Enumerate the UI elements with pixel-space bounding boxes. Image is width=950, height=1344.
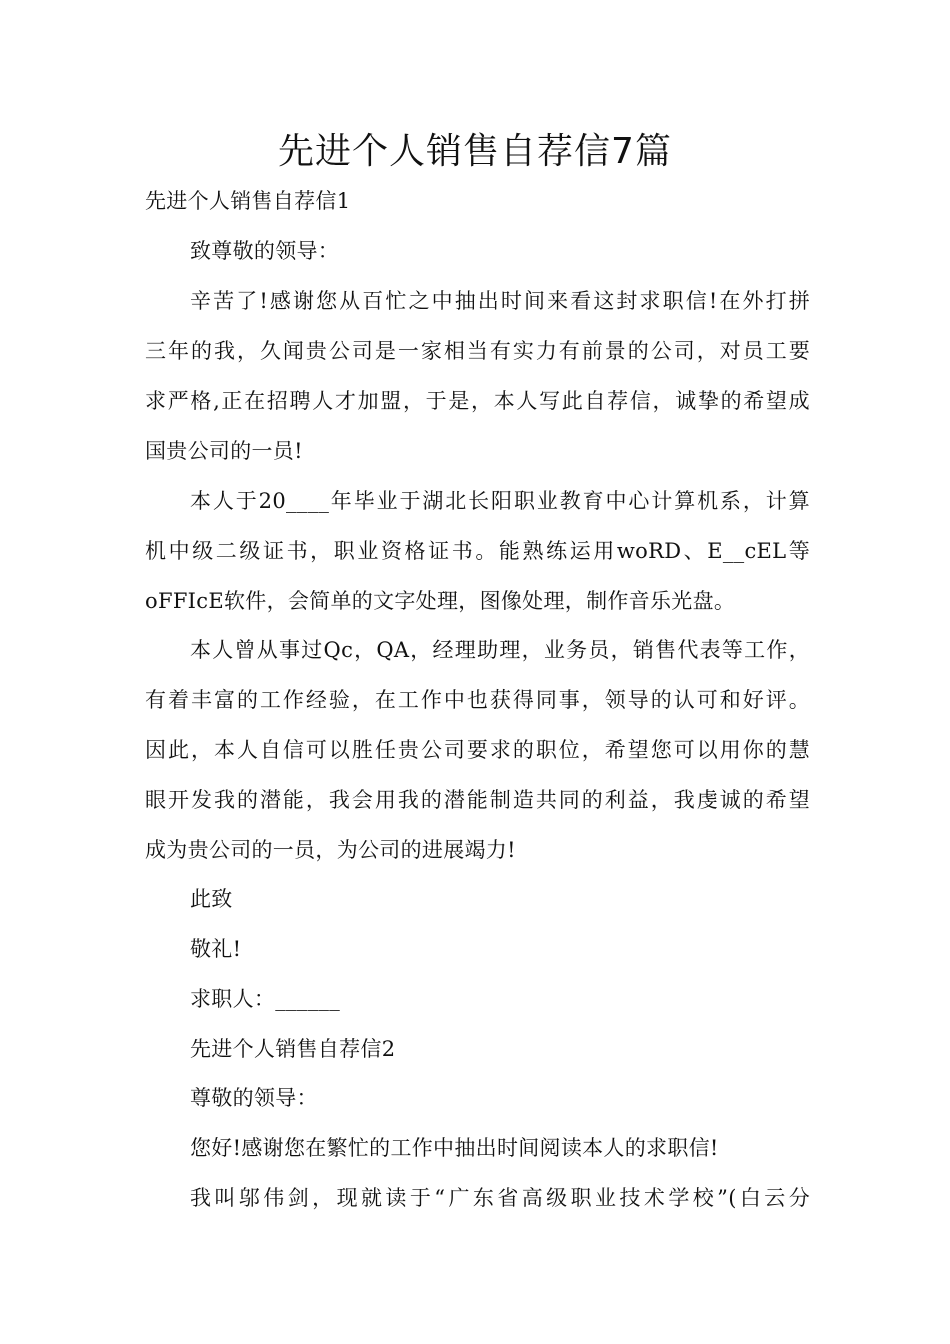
paragraph-line: 我叫邬伟剑，现就读于“广东省高级职业技术学校”(白云分 [190, 1186, 810, 1210]
paragraph-line: 您好!感谢您在繁忙的工作中抽出时间阅读本人的求职信! [190, 1136, 719, 1160]
paragraph-line: 机中级二级证书，职业资格证书。能熟练运用woRD、E__cEL等 [145, 539, 810, 563]
closing-line: 此致 [190, 887, 233, 911]
paragraph-line: oFFIcE软件，会简单的文字处理，图像处理，制作音乐光盘。 [145, 589, 736, 613]
section-heading: 先进个人销售自荐信1 [145, 189, 351, 213]
paragraph-line: 求严格,正在招聘人才加盟，于是，本人写此自荐信，诚挚的希望成 [145, 389, 810, 413]
section-heading: 先进个人销售自荐信2 [190, 1037, 396, 1061]
paragraph-line: 成为贵公司的一员，为公司的进展竭力! [145, 838, 516, 862]
salutation: 尊敬的领导： [190, 1086, 318, 1110]
paragraph-line: 三年的我，久闻贵公司是一家相当有实力有前景的公司，对员工要 [145, 339, 810, 363]
paragraph-line: 本人曾从事过Qc，QA，经理助理，业务员，销售代表等工作， [190, 638, 810, 662]
paragraph-line: 辛苦了!感谢您从百忙之中抽出时间来看这封求职信!在外打拼 [190, 289, 810, 313]
paragraph-line: 因此，本人自信可以胜任贵公司要求的职位，希望您可以用你的慧 [145, 738, 810, 762]
paragraph-line: 有着丰富的工作经验，在工作中也获得同事，领导的认可和好评。 [145, 688, 810, 712]
paragraph-line: 国贵公司的一员! [145, 439, 303, 463]
paragraph-line: 眼开发我的潜能，我会用我的潜能制造共同的利益，我虔诚的希望 [145, 788, 810, 812]
salutation: 致尊敬的领导： [190, 239, 340, 263]
document-title: 先进个人销售自荐信7篇 [278, 131, 672, 172]
signature-line: 求职人：______ [190, 987, 340, 1011]
closing-line: 敬礼! [190, 937, 242, 961]
paragraph-line: 本人于20____年毕业于湖北长阳职业教育中心计算机系，计算 [190, 489, 810, 513]
